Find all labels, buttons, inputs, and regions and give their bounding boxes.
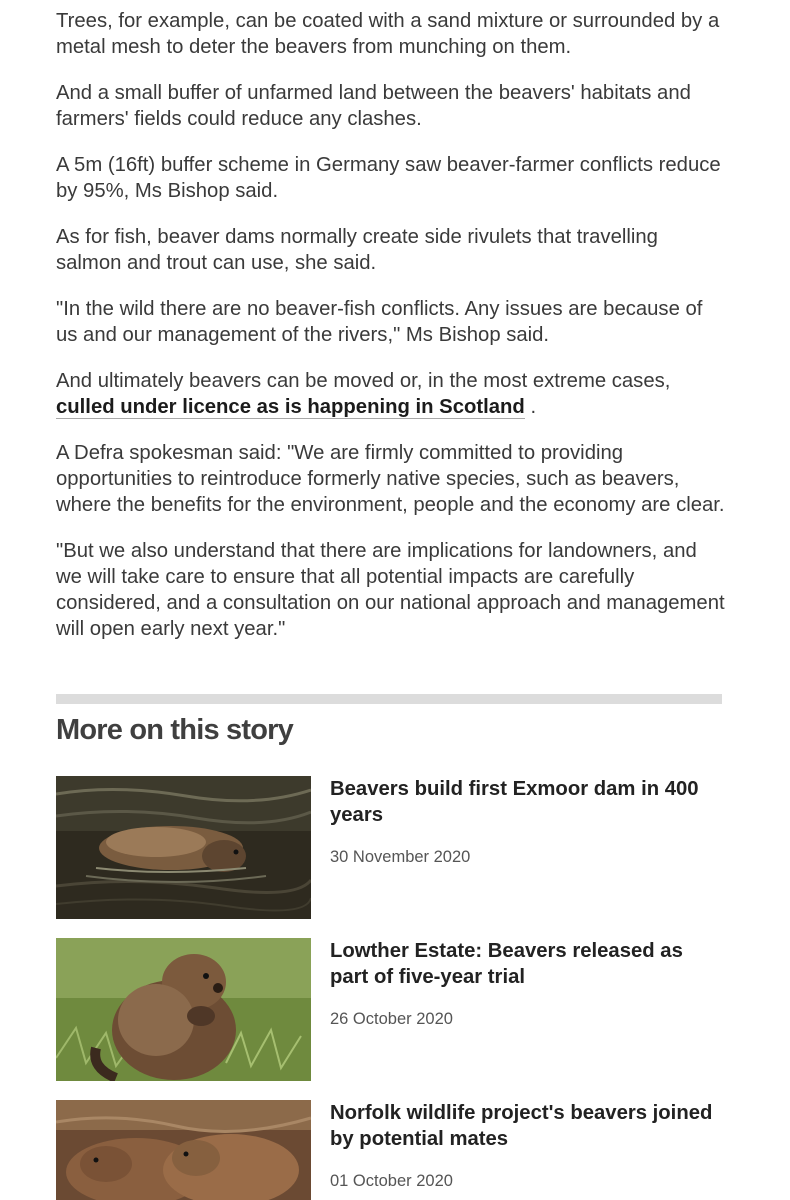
paragraph-consultation: "But we also understand that there are implications for landowners, and we will take care to ensure that all potential impacts are carefully considered, and a consultation on our national approach and management will open early next year." xyxy=(56,540,725,640)
story-item[interactable] xyxy=(56,938,722,1081)
paragraph-fish: As for fish, beaver dams normally create side rivulets that travelling salmon and trout can use, she said. xyxy=(56,226,658,274)
paragraph-quote-bishop: "In the wild there are no beaver-fish conflicts. Any issues are because of us and our management of the rivers," Ms Bishop said. xyxy=(56,298,703,346)
article-body xyxy=(56,8,726,662)
story-item[interactable] xyxy=(56,1100,722,1200)
story-item[interactable] xyxy=(56,776,722,919)
story-date: 30 November 2020 xyxy=(330,848,471,866)
section-divider xyxy=(56,694,722,704)
more-on-this-story-heading: More on this story xyxy=(56,714,293,746)
story-thumbnail-beaver-sitting-grass[interactable] xyxy=(56,938,311,1081)
story-headline-link[interactable]: Beavers build first Exmoor dam in 400 years xyxy=(330,778,699,826)
culled-text-before: And ultimately beavers can be moved or, in the most extreme cases, xyxy=(56,370,671,392)
story-date: 26 October 2020 xyxy=(330,1010,453,1028)
story-thumbnail-beavers-resting[interactable] xyxy=(56,1100,311,1200)
culled-text-after: . xyxy=(524,396,537,418)
story-thumbnail-beaver-swimming[interactable] xyxy=(56,776,311,919)
paragraph-defra: A Defra spokesman said: "We are firmly committed to providing opportunities to reintroduce formerly native species, such as beavers, where the benefits for the environment, people and the economy are clear. xyxy=(56,442,725,516)
story-headline-link[interactable]: Lowther Estate: Beavers released as part of five-year trial xyxy=(330,940,683,988)
story-headline-link[interactable]: Norfolk wildlife project's beavers joined by potential mates xyxy=(330,1102,713,1150)
story-date: 01 October 2020 xyxy=(330,1172,453,1190)
paragraph-trees: Trees, for example, can be coated with a sand mixture or surrounded by a metal mesh to deter the beavers from munching on them. xyxy=(56,10,720,58)
culled-licence-link[interactable]: culled under licence as is happening in Scotland xyxy=(56,396,525,418)
paragraph-culled xyxy=(56,368,726,420)
paragraph-germany: A 5m (16ft) buffer scheme in Germany saw beaver-farmer conflicts reduce by 95%, Ms Bishop said. xyxy=(56,154,721,202)
paragraph-buffer: And a small buffer of unfarmed land between the beavers' habitats and farmers' fields could reduce any clashes. xyxy=(56,82,691,130)
